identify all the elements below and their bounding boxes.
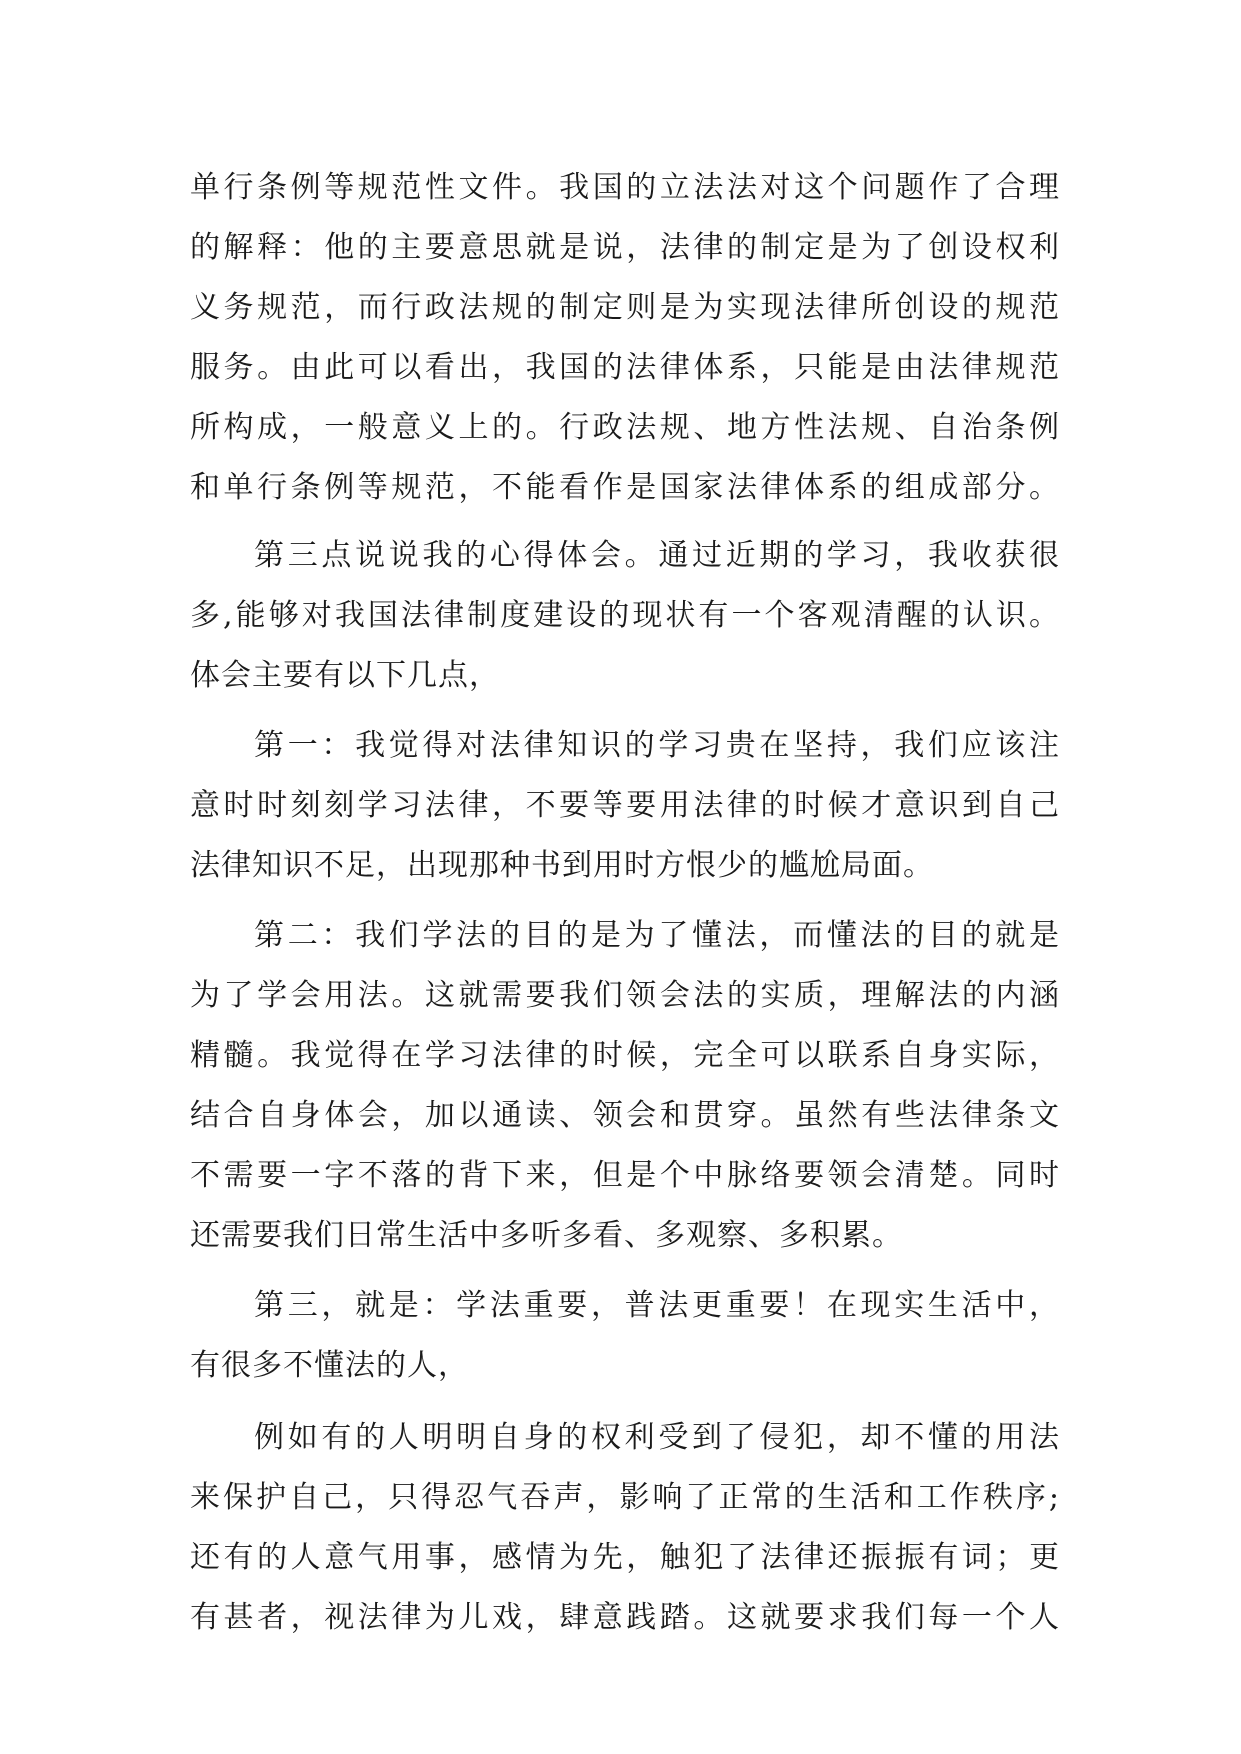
text-line: 例如有的人明明自身的权利受到了侵犯，却不懂的用法 [254, 1420, 1060, 1455]
text-line: 结合自身体会，加以通读、领会和贯穿。虽然有些法律条文 [190, 1098, 1060, 1133]
text-line: 第二：我们学法的目的是为了懂法，而懂法的目的就是 [254, 918, 1060, 953]
text-line: 的解释：他的主要意思就是说，法律的制定是为了创设权利 [190, 230, 1060, 265]
body-text [190, 158, 1060, 1648]
text-line: 精髓。我觉得在学习法律的时候，完全可以联系自身实际， [190, 1038, 1060, 1073]
text-line: 所构成，一般意义上的。行政法规、地方性法规、自治条例 [190, 410, 1060, 445]
text-line: 和单行条例等规范，不能看作是国家法律体系的组成部分。 [190, 470, 1060, 505]
text-line: 服务。由此可以看出，我国的法律体系，只能是由法律规范 [190, 350, 1060, 385]
text-line: 多,能够对我国法律制度建设的现状有一个客观清醒的认识。 [190, 598, 1060, 633]
text-line: 第一：我觉得对法律知识的学习贵在坚持，我们应该注 [254, 728, 1060, 763]
text-line: 有甚者，视法律为儿戏，肆意践踏。这就要求我们每一个人 [190, 1600, 1060, 1635]
text-line: 意时时刻刻学习法律，不要等要用法律的时候才意识到自己 [190, 788, 1060, 823]
text-line: 不需要一字不落的背下来，但是个中脉络要领会清楚。同时 [190, 1158, 1060, 1193]
text-line: 还需要我们日常生活中多听多看、多观察、多积累。 [190, 1218, 903, 1253]
text-line: 来保护自己，只得忍气吞声，影响了正常的生活和工作秩序; [190, 1480, 1060, 1515]
text-line: 第三点说说我的心得体会。通过近期的学习，我收获很 [254, 538, 1060, 573]
text-line: 法律知识不足，出现那种书到用时方恨少的尴尬局面。 [190, 848, 934, 883]
text-line: 有很多不懂法的人， [190, 1348, 469, 1383]
text-line: 单行条例等规范性文件。我国的立法法对这个问题作了合理 [190, 170, 1060, 205]
text-line: 第三，就是：学法重要，普法更重要！在现实生活中， [254, 1288, 1060, 1323]
text-line: 还有的人意气用事，感情为先，触犯了法律还振振有词；更 [190, 1540, 1060, 1575]
text-line: 体会主要有以下几点， [190, 658, 500, 693]
text-line: 义务规范，而行政法规的制定则是为实现法律所创设的规范 [190, 290, 1060, 325]
text-line: 为了学会用法。这就需要我们领会法的实质，理解法的内涵 [190, 978, 1060, 1013]
